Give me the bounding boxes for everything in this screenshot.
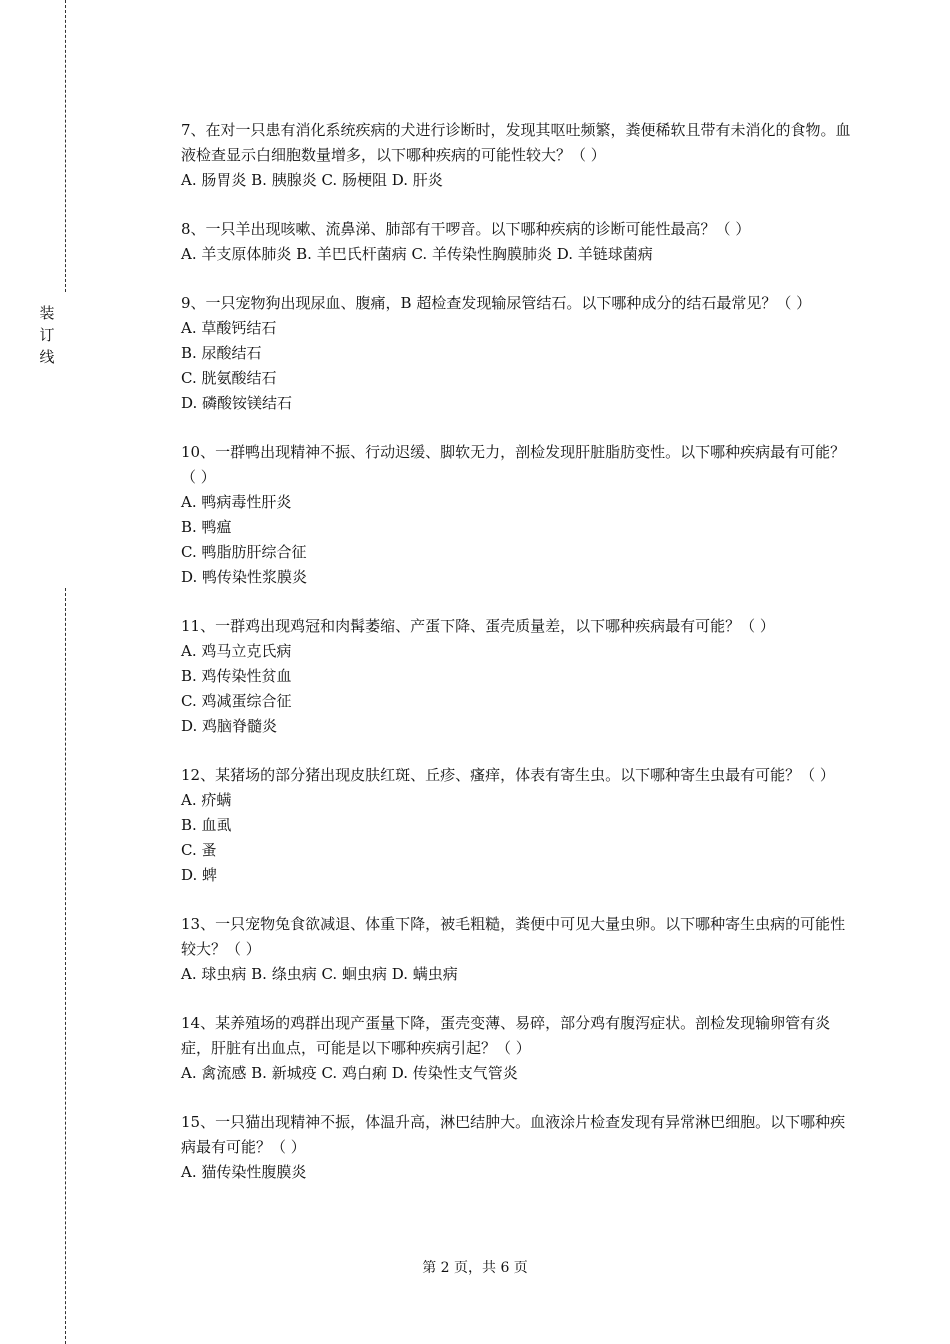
question-text: 9、一只宠物狗出现尿血、腹痛，B 超检查发现输尿管结石。以下哪种成分的结石最常见？（ ） xyxy=(181,294,812,312)
option-d: D. 磷酸铵镁结石 xyxy=(181,394,293,412)
option-d: D. 鸭传染性浆膜炎 xyxy=(181,568,308,586)
question-options: A. 球虫病 B. 绦虫病 C. 蛔虫病 D. 螨虫病 xyxy=(181,965,458,983)
option-a: A. 鸭病毒性肝炎 xyxy=(181,493,292,511)
question-15 xyxy=(181,1110,851,1185)
question-11 xyxy=(181,614,851,739)
option-a: A. 猫传染性腹膜炎 xyxy=(181,1163,307,1181)
question-text: 8、一只羊出现咳嗽、流鼻涕、肺部有干啰音。以下哪种疾病的诊断可能性最高？（ ） xyxy=(181,220,751,238)
option-b: B. 鸭瘟 xyxy=(181,518,232,536)
question-text: 15、一只猫出现精神不振，体温升高，淋巴结肿大。血液涂片检查发现有异常淋巴细胞。以下哪种疾病最有可能？（ ） xyxy=(181,1113,846,1156)
question-12 xyxy=(181,763,851,888)
option-b: B. 血虱 xyxy=(181,816,232,834)
question-text: 14、某养殖场的鸡群出现产蛋量下降，蛋壳变薄、易碎，部分鸡有腹泻症状。剖检发现输卵管有炎症，肝脏有出血点，可能是以下哪种疾病引起？（ ） xyxy=(181,1014,831,1057)
binding-dashed-line-top xyxy=(65,0,66,292)
option-c: C. 鸡减蛋综合征 xyxy=(181,692,292,710)
question-options: A. 肠胃炎 B. 胰腺炎 C. 肠梗阻 D. 肝炎 xyxy=(181,171,443,189)
option-c: C. 胱氨酸结石 xyxy=(181,369,277,387)
question-8 xyxy=(181,217,851,267)
option-b: B. 鸡传染性贫血 xyxy=(181,667,292,685)
binding-label-char: 装 xyxy=(39,304,55,322)
option-a: A. 疥螨 xyxy=(181,791,232,809)
question-14 xyxy=(181,1011,851,1086)
option-a: A. 鸡马立克氏病 xyxy=(181,642,292,660)
option-d: D. 蜱 xyxy=(181,866,218,884)
question-text: 12、某猪场的部分猪出现皮肤红斑、丘疹、瘙痒，体表有寄生虫。以下哪种寄生虫最有可能？（ ） xyxy=(181,766,835,784)
page-number: 第 2 页，共 6 页 xyxy=(422,1260,528,1276)
question-text: 11、一群鸡出现鸡冠和肉髯萎缩、产蛋下降、蛋壳质量差，以下哪种疾病最有可能？（ ） xyxy=(181,617,775,635)
question-list xyxy=(181,118,851,1185)
question-text: 13、一只宠物兔食欲减退、体重下降，被毛粗糙，粪便中可见大量虫卵。以下哪种寄生虫病的可能性较大？（ ） xyxy=(181,915,846,958)
option-a: A. 草酸钙结石 xyxy=(181,319,277,337)
question-13 xyxy=(181,912,851,987)
option-d: D. 鸡脑脊髓炎 xyxy=(181,717,278,735)
question-text: 7、在对一只患有消化系统疾病的犬进行诊断时，发现其呕吐频繁，粪便稀软且带有未消化的食物。血液检查显示白细胞数量增多，以下哪种疾病的可能性较大？（ ） xyxy=(181,121,851,164)
question-options: A. 禽流感 B. 新城疫 C. 鸡白痢 D. 传染性支气管炎 xyxy=(181,1064,518,1082)
binding-line-label xyxy=(38,302,56,368)
question-9 xyxy=(181,291,851,416)
question-options: A. 羊支原体肺炎 B. 羊巴氏杆菌病 C. 羊传染性胸膜肺炎 D. 羊链球菌病 xyxy=(181,245,653,263)
question-10 xyxy=(181,440,851,590)
option-b: B. 尿酸结石 xyxy=(181,344,262,362)
question-text: 10、一群鸭出现精神不振、行动迟缓、脚软无力，剖检发现肝脏脂肪变性。以下哪种疾病最有可能？（ ） xyxy=(181,443,846,486)
option-c: C. 蚤 xyxy=(181,841,217,859)
option-c: C. 鸭脂肪肝综合征 xyxy=(181,543,307,561)
binding-dashed-line-bottom xyxy=(65,588,66,1344)
question-7 xyxy=(181,118,851,193)
binding-label-char: 线 xyxy=(39,348,55,366)
binding-label-char: 订 xyxy=(39,326,55,344)
